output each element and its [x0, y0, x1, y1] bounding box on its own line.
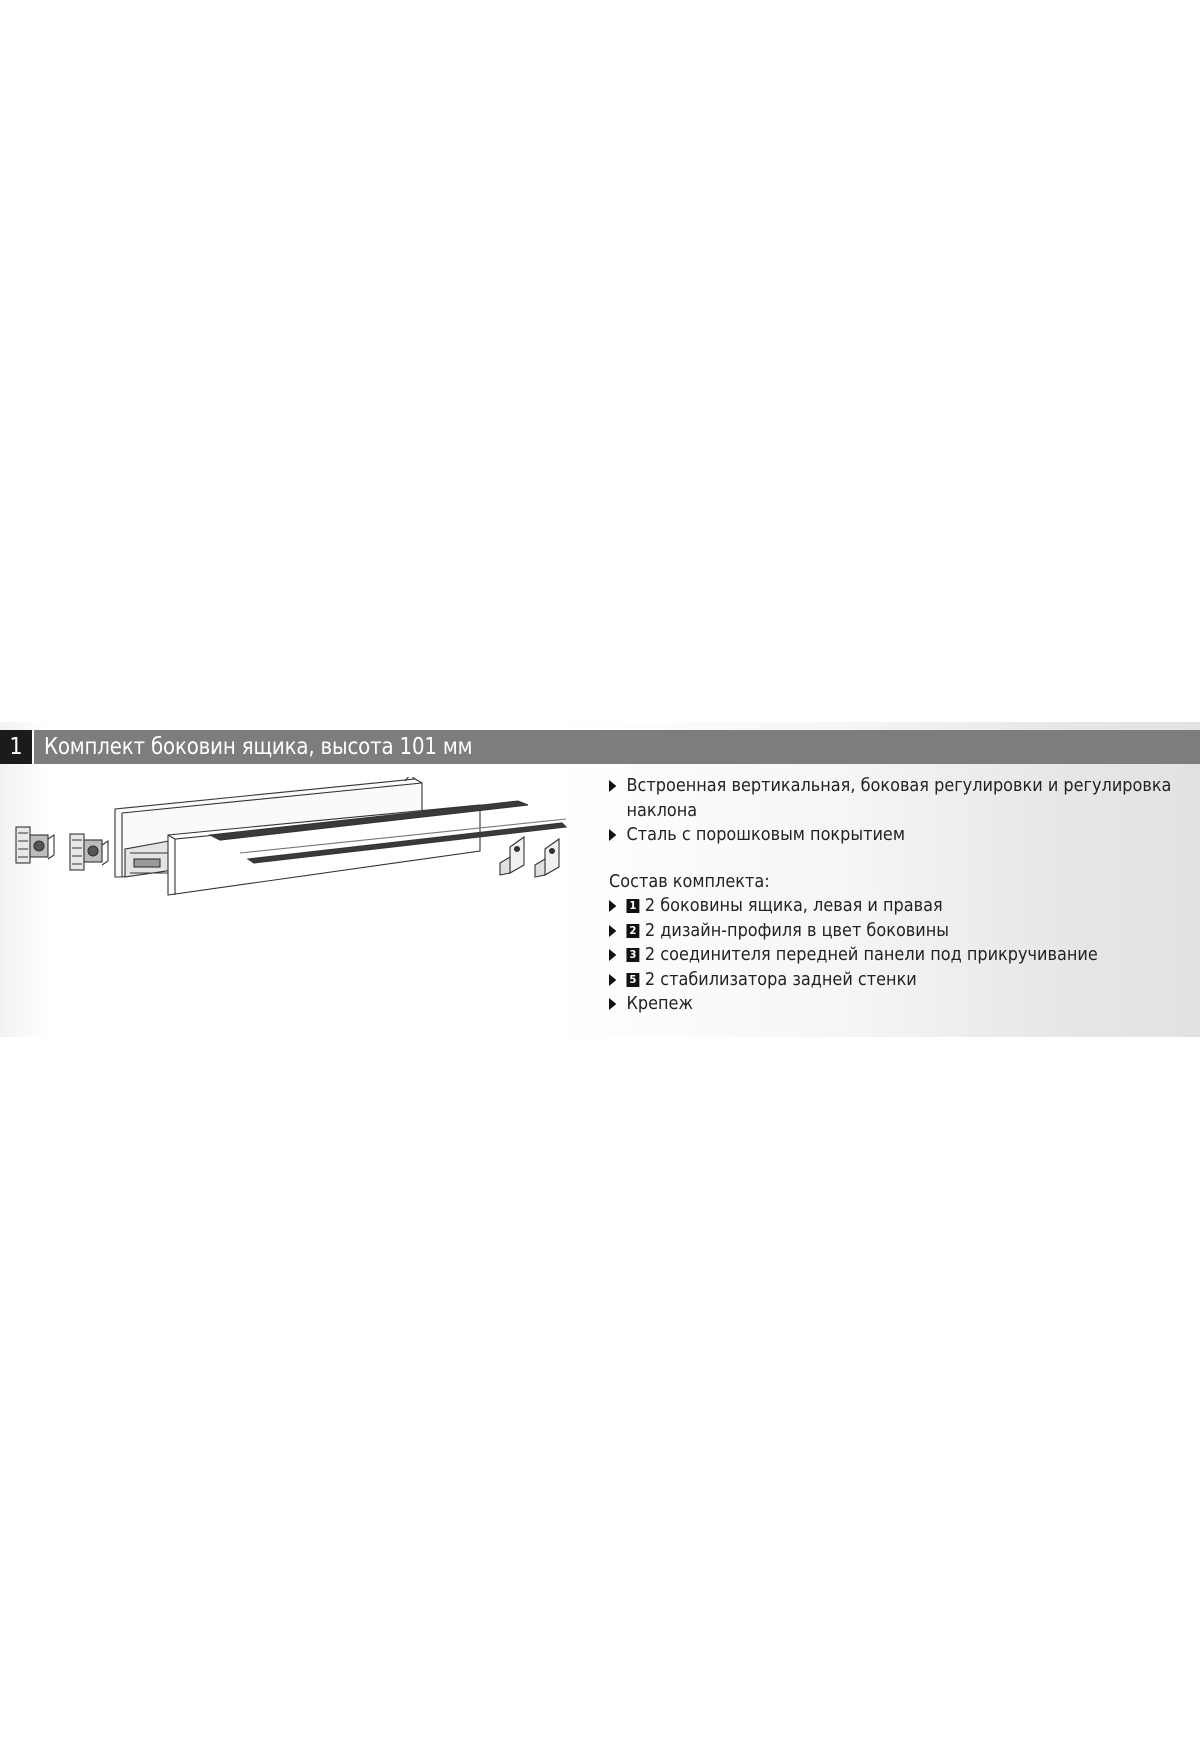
feature-text: Встроенная вертикальная, боковая регулировки и регулировка наклона [626, 776, 1172, 821]
item-number-badge: 2 [626, 924, 639, 938]
kit-heading: Состав комплекта: [609, 871, 770, 892]
kit-item [609, 992, 1185, 1017]
kit-item-text: 2 стабилизатора задней стенки [644, 969, 917, 990]
back-stabilizer-icon [500, 837, 559, 877]
kit-item-text: 2 боковины ящика, левая и правая [644, 896, 943, 916]
bullet-arrow-icon [609, 829, 616, 841]
item-number-badge: 1 [626, 899, 639, 913]
front-connector-icon [70, 834, 108, 870]
front-connector-icon [16, 827, 54, 863]
bullet-arrow-icon [609, 974, 616, 986]
section-header-bar [0, 730, 1200, 764]
section-title: Комплект боковин ящика, высота 101 мм [44, 734, 473, 760]
kit-item [609, 968, 1185, 993]
feature-item [609, 823, 1185, 848]
kit-item-text: 2 дизайн-профиля в цвет боковины [644, 920, 949, 941]
bullet-arrow-icon [609, 780, 616, 792]
kit-item [609, 919, 1185, 944]
feature-text: Сталь с порошковым покрытием [626, 825, 905, 845]
kit-item-text: 2 соединителя передней панели под прикручивание [644, 945, 1098, 965]
bullet-arrow-icon [609, 998, 616, 1010]
kit-item-text: Крепеж [626, 994, 693, 1014]
kit-item [609, 894, 1185, 919]
drawer-kit-illustration [10, 777, 570, 927]
product-description [609, 774, 1189, 1017]
item-number-badge: 5 [626, 973, 639, 987]
kit-item [609, 943, 1185, 968]
bullet-arrow-icon [609, 925, 616, 937]
item-number-badge: 3 [626, 948, 639, 962]
bullet-arrow-icon [609, 900, 616, 912]
product-section [0, 722, 1200, 1037]
section-number: 1 [0, 730, 34, 764]
feature-item [609, 774, 1185, 823]
bullet-arrow-icon [609, 949, 616, 961]
